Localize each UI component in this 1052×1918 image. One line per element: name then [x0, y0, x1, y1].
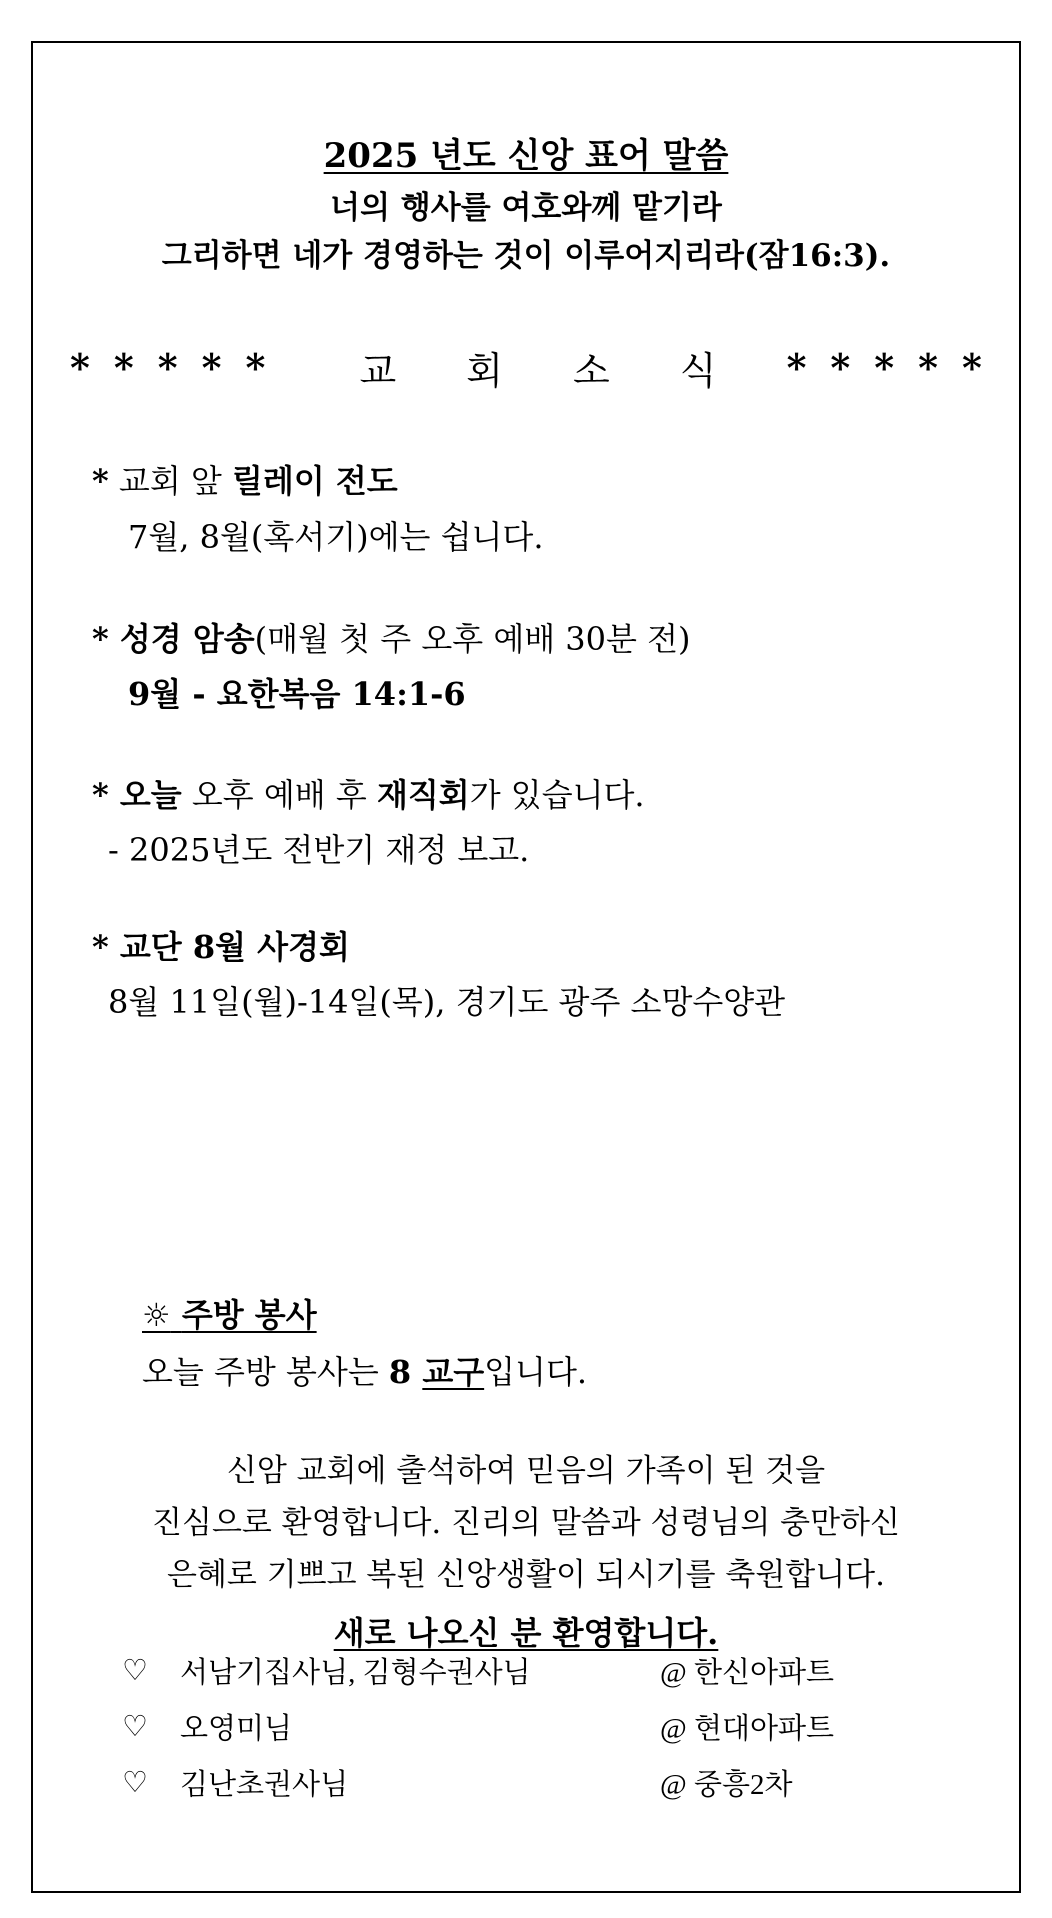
kitchen-text-c: 교구	[422, 1353, 485, 1391]
heart-icon: ♡	[122, 1767, 148, 1799]
heading-char-3: 소	[573, 349, 610, 393]
heading-char-2: 회	[466, 349, 503, 393]
sun-icon: ☼	[142, 1296, 171, 1334]
church-news-heading	[70, 340, 1006, 395]
news-item-officers-meeting	[92, 776, 645, 814]
visitor-place: @ 중흥2차	[660, 1769, 793, 1801]
motto-title	[0, 128, 1052, 177]
item-bold-text: 재직회	[376, 776, 470, 814]
item-bold-text: 성경 암송	[108, 620, 255, 658]
kitchen-text-b: 8	[388, 1353, 423, 1391]
welcome-heading	[0, 1608, 1052, 1654]
motto-verse-line2: 그리하면 네가 경영하는 것이 이루어지리라(잠16:3).	[161, 238, 891, 274]
item-bold-text: 요한복음 14:1-6	[216, 675, 466, 713]
motto-verse-line1: 너의 행사를 여호와께 맡기라	[330, 190, 722, 226]
item-text: (매월 첫 주 오후 예배 30분 전)	[254, 620, 691, 658]
heading-stars-right: *****	[786, 345, 1006, 390]
kitchen-text-a: 오늘 주방 봉사는	[142, 1353, 389, 1391]
news-item-bible-memory-detail	[128, 675, 466, 713]
kitchen-service-text	[142, 1347, 587, 1393]
item-text: 가 있습니다.	[469, 776, 645, 814]
bullet: *	[92, 928, 109, 966]
heading-char-1: 교	[359, 349, 397, 393]
visitor-name: 서남기집사님, 김형수권사님	[180, 1657, 531, 1689]
welcome-heading-text: 새로 나오신 분 환영합니다.	[333, 1614, 719, 1652]
visitor-row	[122, 1762, 942, 1803]
item-bold-text: 오늘	[108, 776, 182, 814]
heart-icon: ♡	[122, 1655, 148, 1687]
bullet: *	[92, 776, 109, 814]
heading-char-4: 식	[679, 349, 717, 393]
heart-icon: ♡	[122, 1711, 148, 1743]
heading-stars-left: *****	[70, 345, 290, 390]
visitor-row	[122, 1706, 942, 1747]
kitchen-text-d: 입니다.	[484, 1353, 588, 1391]
welcome-line1: 신암 교회에 출석하여 믿음의 가족이 된 것을	[226, 1453, 826, 1489]
kitchen-title-text: 주방 봉사	[181, 1296, 317, 1334]
item-text: 오후 예배 후	[181, 776, 377, 814]
welcome-line3: 은혜로 기쁘고 복된 신앙생활이 되시기를 축원합니다.	[167, 1557, 885, 1593]
item-text: 9월 -	[128, 675, 217, 713]
kitchen-title-underlined	[142, 1296, 317, 1334]
item-text: 교회 앞	[108, 462, 232, 500]
visitor-place: @ 현대아파트	[660, 1713, 835, 1745]
visitor-name: 김난초권사님	[180, 1769, 349, 1801]
kitchen-service-title	[142, 1290, 317, 1336]
news-item-relay-evangelism	[92, 462, 398, 500]
news-item-relay-detail: 7월, 8월(혹서기)에는 쉽니다.	[128, 518, 544, 556]
visitor-name: 오영미님	[180, 1713, 293, 1745]
visitor-row	[122, 1650, 942, 1691]
news-item-officers-detail: - 2025년도 전반기 재정 보고.	[108, 831, 530, 869]
item-bold-text: 교단 8월 사경회	[108, 928, 350, 966]
bullet: *	[92, 620, 109, 658]
news-item-bible-conference	[92, 928, 350, 966]
bullet: *	[92, 462, 109, 500]
news-item-bible-memory	[92, 620, 691, 658]
news-item-conference-detail: 8월 11일(월)-14일(목), 경기도 광주 소망수양관	[108, 983, 786, 1021]
visitor-place: @ 한신아파트	[660, 1657, 835, 1689]
welcome-line2: 진심으로 환영합니다. 진리의 말씀과 성령님의 충만하신	[152, 1505, 900, 1541]
item-bold-text: 릴레이 전도	[232, 462, 398, 500]
motto-title-text: 2025 년도 신앙 표어 말씀	[323, 136, 729, 176]
